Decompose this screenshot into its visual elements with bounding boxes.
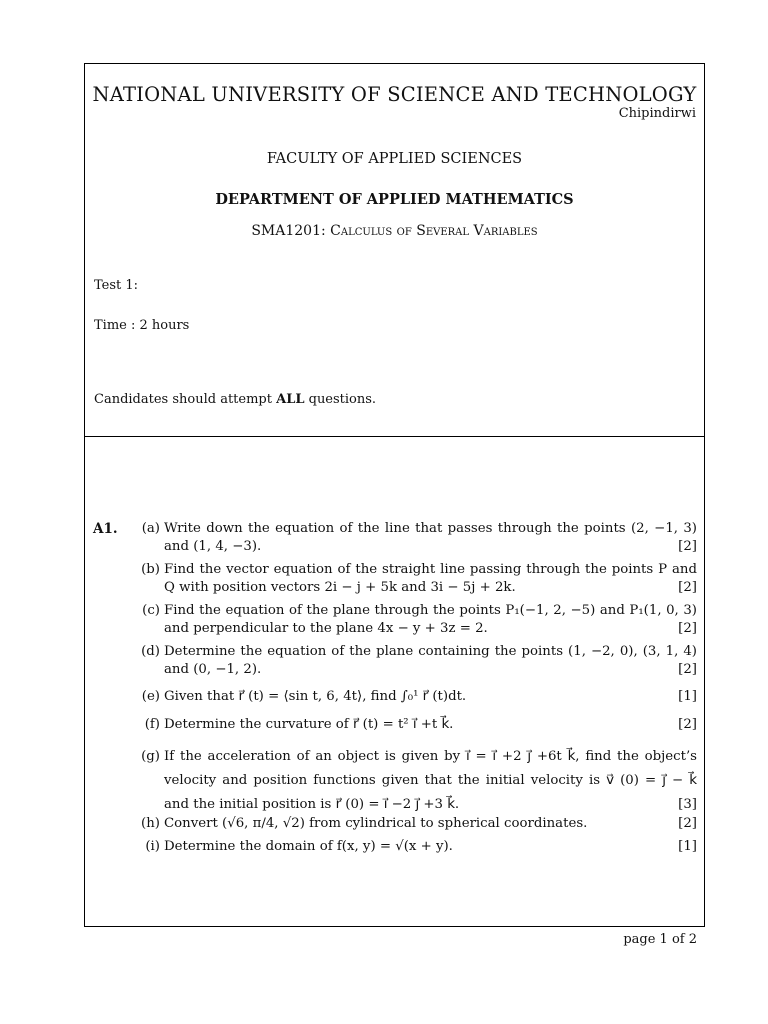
instructions-pre: Candidates should attempt xyxy=(94,392,277,407)
question-marks: [2] xyxy=(678,662,697,677)
header-box xyxy=(84,63,705,437)
question-text: Determine the curvature of r⃗ (t) = t² i⃗ +t k⃗. xyxy=(164,717,454,732)
question-d xyxy=(136,643,697,679)
question-label: (h) xyxy=(141,816,160,831)
faculty-heading: FACULTY OF APPLIED SCIENCES xyxy=(266,151,523,167)
question-marks: [2] xyxy=(678,580,697,595)
question-marks: [3] xyxy=(678,797,697,812)
question-g xyxy=(136,745,697,817)
question-a xyxy=(136,520,697,556)
question-marks: [1] xyxy=(678,839,697,854)
question-text: Convert (√6, π/4, √2) from cylindrical to spherical coordinates. xyxy=(164,816,588,831)
department-heading: DEPARTMENT OF APPLIED MATHEMATICS xyxy=(215,191,574,208)
question-text: Write down the equation of the line that passes through the points (2, −1, 3) and (1, 4, −3). xyxy=(164,521,697,554)
question-h xyxy=(136,815,697,833)
question-label: (f) xyxy=(144,717,160,732)
time-label: Time : 2 hours xyxy=(94,318,190,333)
question-text: Find the vector equation of the straight line passing through the points P and Q with position vectors 2i − j + 5k and 3i − 5j + 2k. xyxy=(164,562,697,595)
question-marks: [2] xyxy=(678,816,697,831)
question-text: Find the equation of the plane through the points P₁(−1, 2, −5) and P₁(1, 0, 3) and perpendicular to the plane 4x − y + 3z = 2. xyxy=(164,603,697,636)
question-e xyxy=(136,688,697,706)
question-marks: [1] xyxy=(678,689,697,704)
university-title: NATIONAL UNIVERSITY OF SCIENCE AND TECHNOLOGY xyxy=(92,83,697,106)
question-c xyxy=(136,602,697,638)
instructions xyxy=(94,392,376,407)
test-label: Test 1: xyxy=(94,278,139,293)
question-marks: [2] xyxy=(678,539,697,554)
question-text: Determine the domain of f(x, y) = √(x + y). xyxy=(164,839,453,854)
author-name: Chipindirwi xyxy=(618,106,696,121)
page-number: page 1 of 2 xyxy=(623,932,697,947)
question-b xyxy=(136,561,697,597)
question-label: (i) xyxy=(145,839,160,854)
question-label: (a) xyxy=(141,521,160,536)
question-marks: [2] xyxy=(678,621,697,636)
question-text: If the acceleration of an object is given by i⃗ = i⃗ +2 j⃗ +6t k⃗, find the object’s velocity and position functions given that the initial velocity is v⃗ (0) = j⃗ − k⃗ and the initial position is r⃗ (0) = i⃗ −2 j⃗ +3 k⃗. xyxy=(164,749,697,812)
question-label: (c) xyxy=(142,603,160,618)
question-i xyxy=(136,838,697,856)
course-name: Calculus of Several Variables xyxy=(330,223,538,239)
instructions-post: questions. xyxy=(304,392,377,407)
section-label: A1. xyxy=(93,521,118,537)
course-title xyxy=(84,223,705,239)
question-text: Given that r⃗ (t) = ⟨sin t, 6, 4t⟩, find ∫₀¹ r⃗ (t)dt. xyxy=(164,689,467,704)
question-label: (g) xyxy=(141,749,160,764)
question-label: (b) xyxy=(141,562,160,577)
instructions-bold: ALL xyxy=(276,392,305,407)
question-label: (d) xyxy=(141,644,160,659)
question-marks: [2] xyxy=(678,717,697,732)
question-label: (e) xyxy=(141,689,160,704)
question-f xyxy=(136,716,697,734)
question-text: Determine the equation of the plane containing the points (1, −2, 0), (3, 1, 4) and (0, −1, 2). xyxy=(164,644,697,677)
course-code: SMA1201: xyxy=(251,223,326,239)
